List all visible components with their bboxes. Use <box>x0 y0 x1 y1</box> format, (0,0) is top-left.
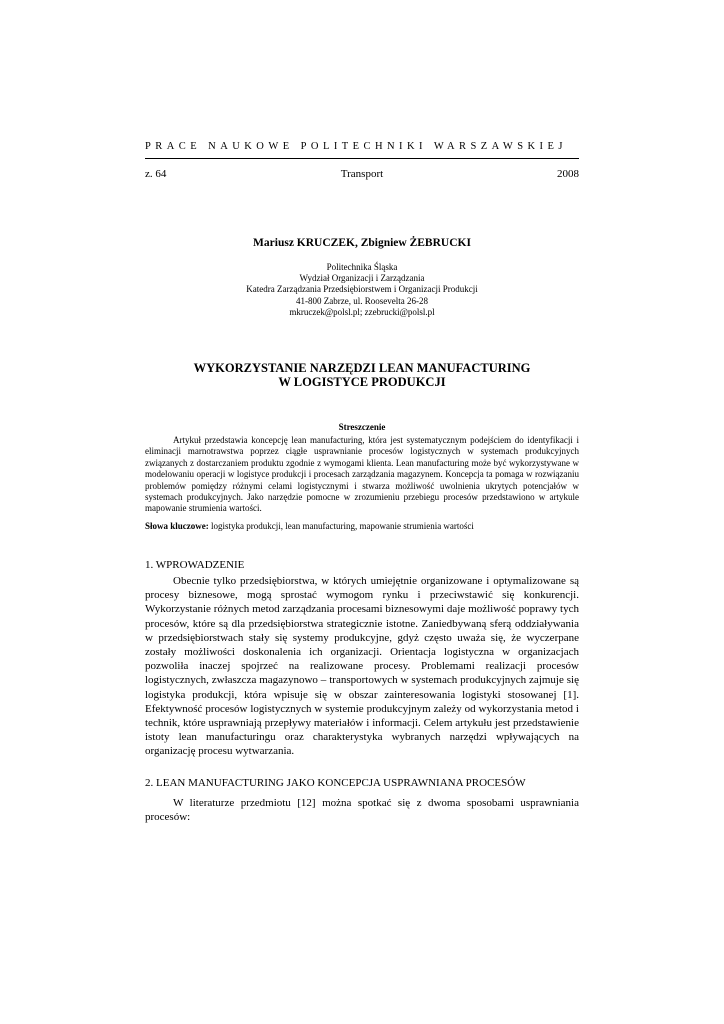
paper-title <box>145 361 579 389</box>
affiliation-faculty: Wydział Organizacji i Zarządzania <box>299 273 425 284</box>
section-1-paragraph: Obecnie tylko przedsiębiorstwa, w których umiejętnie organizowane i optymalizowane są procesy biznesowe, mogą sprostać wymogom rynku i przeciwstawić się konkurencji. Wykorzystanie różnych metod zarządzania procesami biznesowymi daje możliwość poprawy tych procesów, które są dla przedsiębiorstwa strategicznie istotne. Zaniedbywaną sferą oddziaływania w przedsiębiorstwach stały się systemy produkcyjne, gdyż często uważa się, że wyczerpane zostały możliwości doskonalenia ich organizacji. Orientacja logistyczna w organizacjach pozwoliła inaczej spojrzeć na realizowane procesy. Problemami realizacji procesów logistycznych, zwłaszcza magazynowo – transportowych w systemach produkcyjnych zajmuje się logistyka produkcji, która wpisuje się w obszar zainteresowania logistyki stosowanej [1]. Efektywność procesów logistycznych w systemie produkcyjnym zależy od wykorzystania metod i technik, które usprawniają przepływy materiałów i informacji. Celem artykułu jest przedstawienie istoty lean manufacturingu oraz charakterystyka wybranych narzędzi wpływających na organizację procesu wytwarzania. <box>145 575 579 758</box>
issue-info <box>145 167 579 181</box>
section-2-paragraph: W literaturze przedmiotu [12] można spotkać się z dwoma sposobami usprawniania procesów: <box>145 797 579 824</box>
affiliation-emails: mkruczek@polsl.pl; zzebrucki@polsl.pl <box>289 306 435 317</box>
section-1-body <box>145 574 579 759</box>
keywords-label: Słowa kluczowe: <box>145 521 209 531</box>
section-1-heading: 1. WPROWADZENIE <box>145 559 245 571</box>
keywords-list: logistyka produkcji, lean manufacturing, mapowanie strumienia wartości <box>208 521 474 531</box>
affiliation-address: 41-800 Zabrze, ul. Roosevelta 26-28 <box>296 295 428 306</box>
title-line-2: W LOGISTYCE PRODUKCJI <box>278 375 446 389</box>
affiliation-department: Katedra Zarządzania Przedsiębiorstwem i Organizacji Produkcji <box>246 284 478 295</box>
affiliation-university: Politechnika Śląska <box>326 262 398 272</box>
abstract-heading: Streszczenie <box>338 422 386 432</box>
header-rule <box>145 158 579 159</box>
section-2-heading: 2. LEAN MANUFACTURING JAKO KONCEPCJA USPRAWNIANA PROCESÓW <box>145 777 526 789</box>
affiliation <box>145 262 579 318</box>
authors: Mariusz KRUCZEK, Zbigniew ŻEBRUCKI <box>253 237 471 249</box>
series-name: Transport <box>340 168 384 180</box>
abstract-text: Artykuł przedstawia koncepcję lean manufacturing, która jest systematycznym podejściem do identyfikacji i eliminacji marnotrawstwa poprzez ciągłe usprawnianie procesów logistycznych w systemach produkcyjnych związanych z dostarczaniem produktu zgodnie z wymogami klienta. Lean manufacturing może być wykorzystywane w modelowaniu operacji w logistyce produkcji i procesach zarządzania magazynem. Koncepcja ta pomaga w rozwiązaniu problemów pomiędzy różnymi celami logistycznymi i stwarza możliwość uwolnienia ukrytych potencjałów w systemach produkcyjnych. Jako narzędzie pomocne w zrozumieniu przebiegu procesów przedstawiono w artykule mapowanie strumienia wartości. <box>145 435 579 514</box>
keywords <box>145 521 579 532</box>
section-2-body <box>145 796 579 824</box>
publication-year: 2008 <box>557 168 579 180</box>
abstract <box>145 435 579 515</box>
issue-number: z. 64 <box>145 168 167 180</box>
title-line-1: WYKORZYSTANIE NARZĘDZI LEAN MANUFACTURING <box>193 361 531 375</box>
journal-name: PRACE NAUKOWE POLITECHNIKI WARSZAWSKIEJ <box>145 141 567 152</box>
